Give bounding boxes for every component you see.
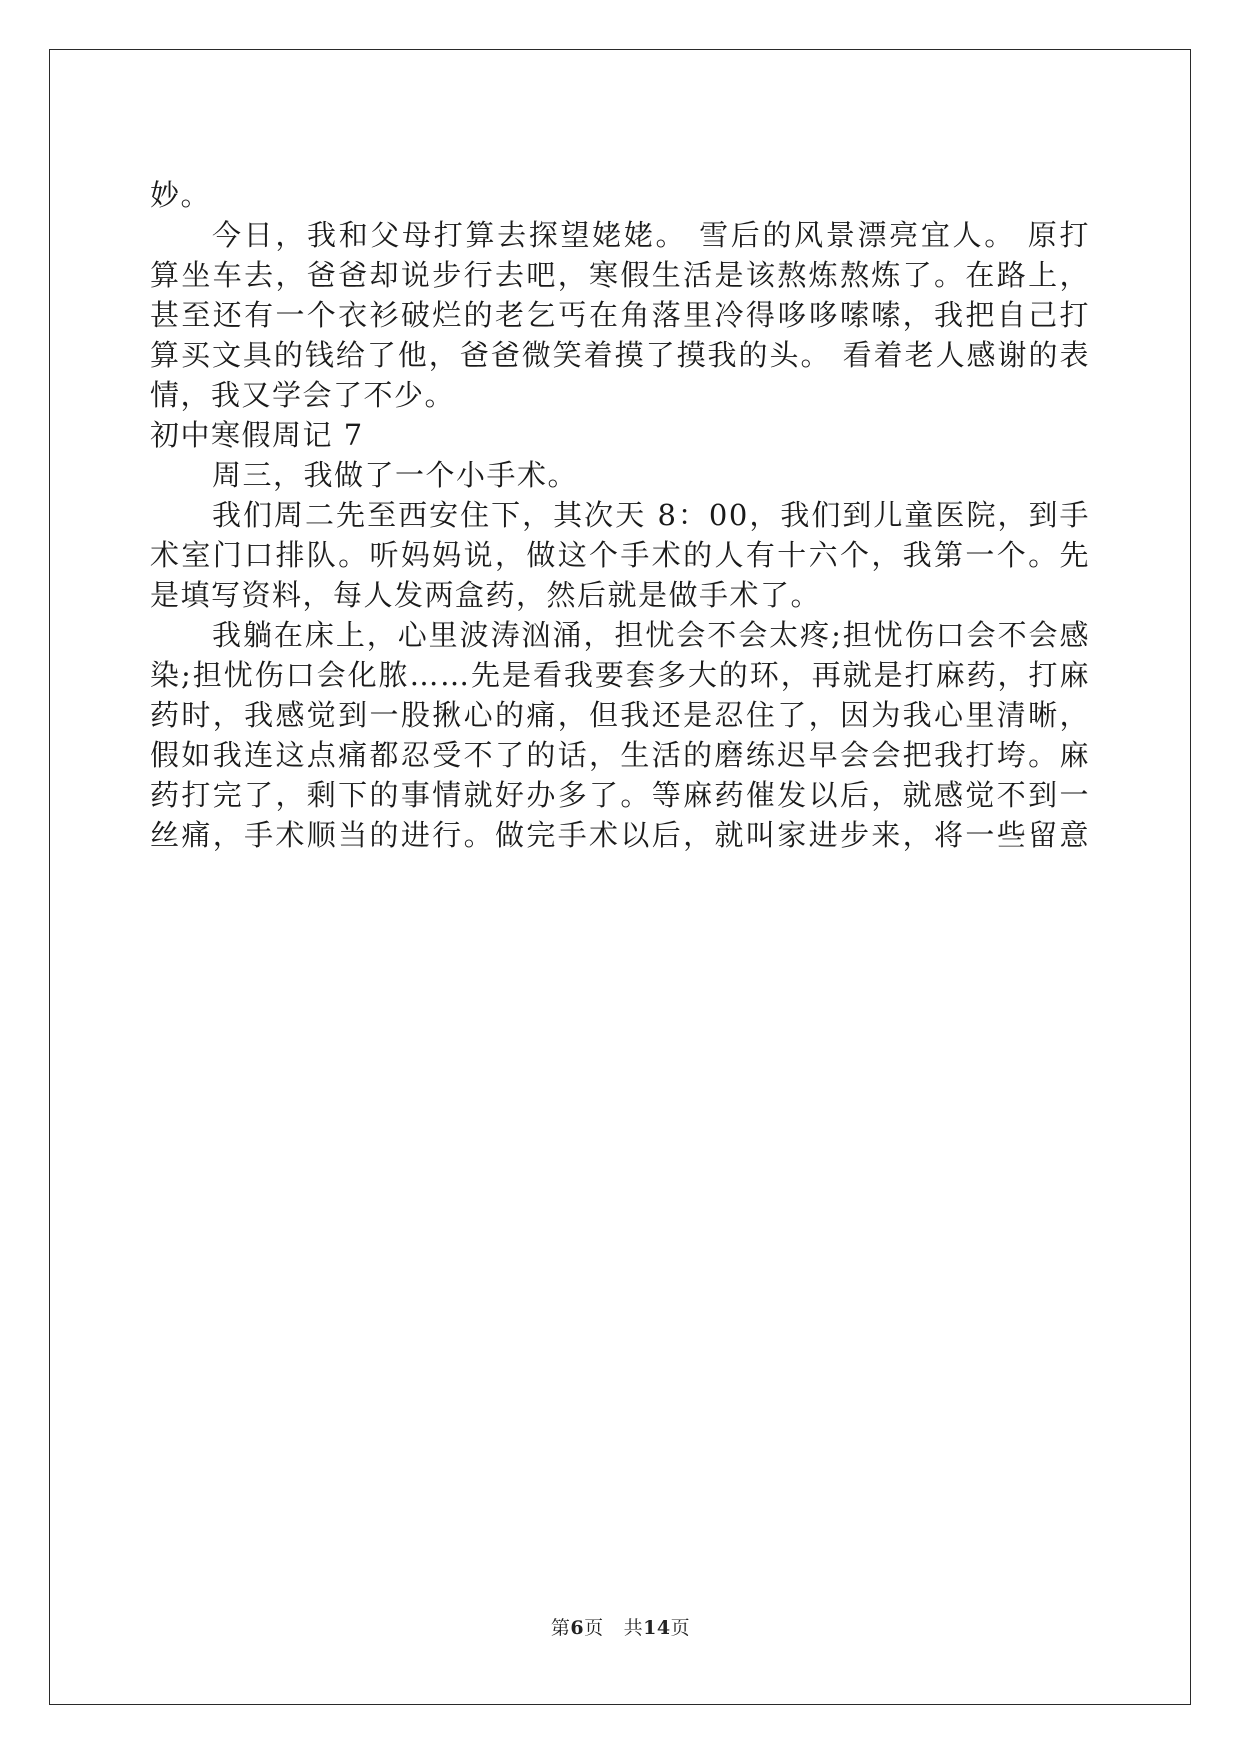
text-line: 初中寒假周记 7 — [150, 418, 364, 452]
text-line: 算买文具的钱给了他，爸爸微笑着摸了摸我的头。 看着老人感谢的表 — [150, 338, 1090, 372]
text-line: 药打完了，剩下的事情就好办多了。等麻药催发以后，就感觉不到一 — [150, 778, 1090, 812]
text-line: 染;担忧伤口会化脓……先是看我要套多大的环，再就是打麻药，打麻 — [150, 658, 1090, 692]
text-line: 情，我又学会了不少。 — [150, 378, 456, 412]
text-line: 我们周二先至西安住下，其次天 8：00，我们到儿童医院，到手 — [212, 498, 1090, 532]
text-line: 算坐车去，爸爸却说步行去吧，寒假生活是该熬炼熬炼了。在路上， — [150, 258, 1090, 292]
page-prefix: 第 — [550, 1617, 571, 1639]
total-prefix: 共 — [623, 1617, 644, 1639]
text-line: 术室门口排队。听妈妈说，做这个手术的人有十六个，我第一个。先 — [150, 538, 1090, 572]
total-suffix: 页 — [670, 1617, 691, 1639]
text-line: 妙。 — [150, 178, 212, 212]
text-line: 丝痛，手术顺当的进行。做完手术以后，就叫家进步来，将一些留意 — [150, 818, 1090, 852]
total-pages: 14 — [643, 1617, 671, 1639]
page-suffix: 页 — [584, 1617, 604, 1639]
text-line: 药时，我感觉到一股揪心的痛，但我还是忍住了，因为我心里清晰， — [150, 698, 1090, 732]
text-line: 是填写资料，每人发两盒药，然后就是做手术了。 — [150, 578, 822, 612]
text-line: 周三，我做了一个小手术。 — [212, 458, 579, 492]
page-number: 6 — [570, 1617, 585, 1639]
text-line: 甚至还有一个衣衫破烂的老乞丐在角落里冷得哆哆嗦嗦，我把自己打 — [150, 298, 1090, 332]
document-body — [150, 155, 1090, 875]
text-line: 假如我连这点痛都忍受不了的话，生活的磨练迟早会会把我打垮。麻 — [150, 738, 1090, 772]
text-line: 今日，我和父母打算去探望姥姥。 雪后的风景漂亮宜人。 原打 — [212, 218, 1090, 252]
text-line: 我躺在床上，心里波涛汹涌，担忧会不会太疼;担忧伤口会不会感 — [212, 618, 1090, 652]
page-footer — [0, 1613, 1241, 1640]
